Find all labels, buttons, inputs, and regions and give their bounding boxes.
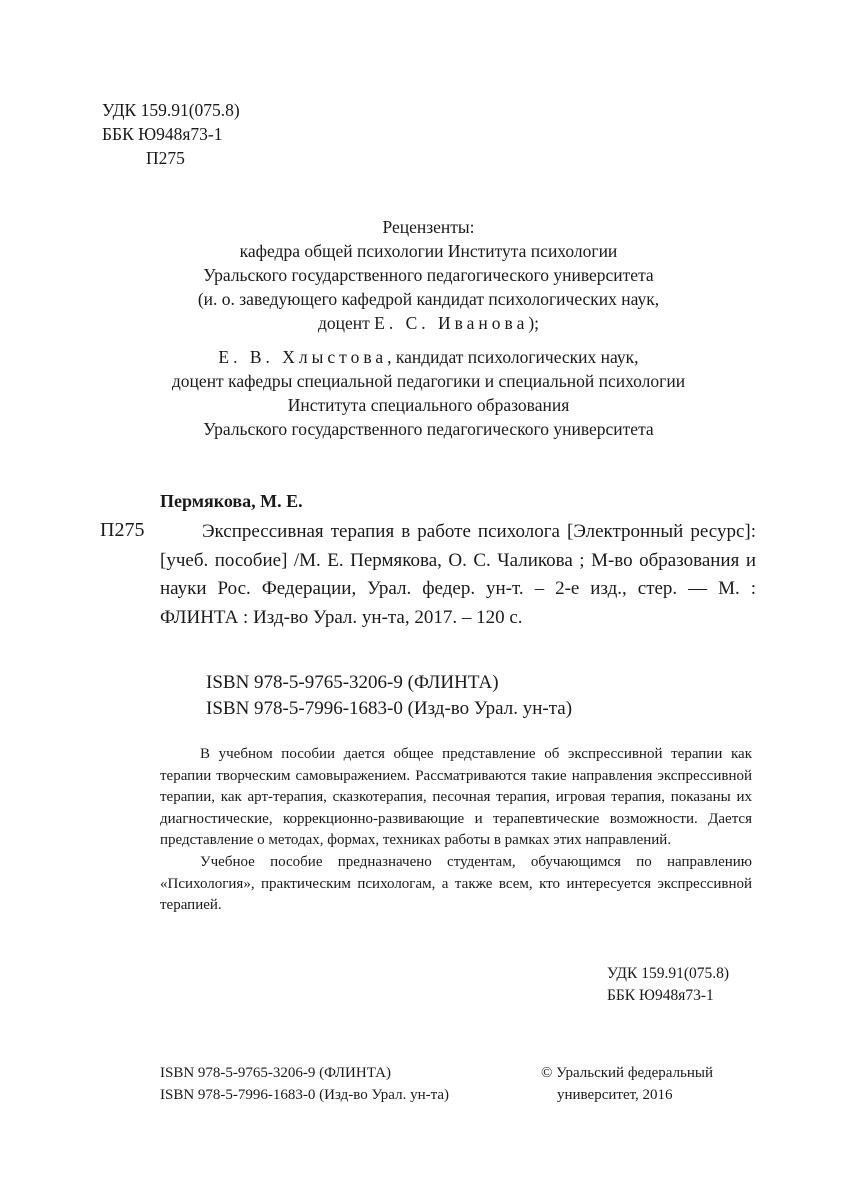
copyright-notice [541, 1062, 713, 1106]
isbn-main-line-1: ISBN 978-5-9765-3206-9 (ФЛИНТА) [206, 672, 499, 693]
isbn-main-block [206, 670, 572, 722]
reviewer-1-line-3: (и. о. заведующего кафедрой кандидат психологических наук, [197, 289, 660, 309]
reviewers-title: Рецензенты: [382, 217, 475, 237]
reviewer-1-line-2: Уральского государственного педагогического университета [203, 265, 654, 285]
copyright-line-1: © Уральский федеральный [541, 1065, 714, 1081]
reviewer-2-line-2: доцент кафедры специальной педагогики и специальной психологии [171, 371, 686, 391]
footer-isbn-line-1: ISBN 978-5-9765-3206-9 (ФЛИНТА) [160, 1065, 391, 1081]
udk-code: УДК 159.91(075.8) [102, 100, 240, 120]
header-classification-codes [102, 98, 240, 170]
bibliography-author: Пермякова, М. Е. [160, 491, 303, 511]
annotation-paragraph-1: В учебном пособии дается общее представление об экспрессивной терапии как терапии творческим самовыражением. Рассматриваются такие направления экспрессивной терапии, как арт-терапия, сказкотерапия, песочная терапия, игровая терапия, показаны их диагностические, коррекционно-развивающие и терапевтические возможности. Дается представление о методах, формах, техниках работы в рамках этих направлений. [160, 746, 752, 849]
reviewer-1-line-4 [0, 311, 857, 335]
reviewer-1-line-1: кафедра общей психологии Института психологии [239, 241, 618, 261]
isbn-main-line-2: ISBN 978-5-7996-1683-0 (Изд-во Урал. ун-та) [206, 698, 573, 719]
bibliography-code: П275 [100, 519, 145, 541]
reviewer-1-prefix: доцент [317, 313, 375, 333]
footer-classification-codes [607, 963, 729, 1007]
footer-bbk-code: ББК Ю948я73-1 [607, 987, 714, 1004]
reviewer-2-suffix: , кандидат психологических наук, [387, 347, 639, 367]
bibliography-description: Экспрессивная терапия в работе психолога [Электронный ресурс]: [учеб. пособие] /М. Е. Пермякова, О. С. Чаликова ; М-во образования и науки Рос. Федерации, Урал. федер. ун-т. – 2-е изд., стер. — М. : ФЛИНТА : Изд-во Урал. ун-та, 2017. – 120 с. [160, 521, 756, 628]
reviewer-2-line-3: Института специального образования [287, 395, 570, 415]
reviewer-1-suffix: ); [528, 313, 540, 333]
copyright-line-2: университет, 2016 [557, 1087, 673, 1103]
footer-isbn-block [160, 1062, 449, 1106]
footer-udk-code: УДК 159.91(075.8) [607, 965, 730, 982]
reviewers-gap [0, 335, 857, 345]
reviewer-2-line-1 [0, 345, 857, 369]
author-mark: П275 [146, 148, 185, 168]
annotation-paragraph-2: Учебное пособие предназначено студентам, обучающимся по направлению «Психология», практическим психологам, а также всем, кто интересуется экспрессивной терапией. [160, 853, 752, 914]
reviewers-block [0, 215, 857, 441]
annotation [160, 744, 752, 917]
reviewer-2-line-4: Уральского государственного педагогического университета [203, 419, 654, 439]
bbk-code: ББК Ю948я73-1 [102, 124, 223, 144]
footer-isbn-line-2: ISBN 978-5-7996-1683-0 (Изд-во Урал. ун-та) [160, 1087, 449, 1103]
reviewer-1-name: Е. С. Иванова [374, 313, 529, 333]
reviewer-2-name: Е. В. Хлыстова [218, 347, 388, 367]
